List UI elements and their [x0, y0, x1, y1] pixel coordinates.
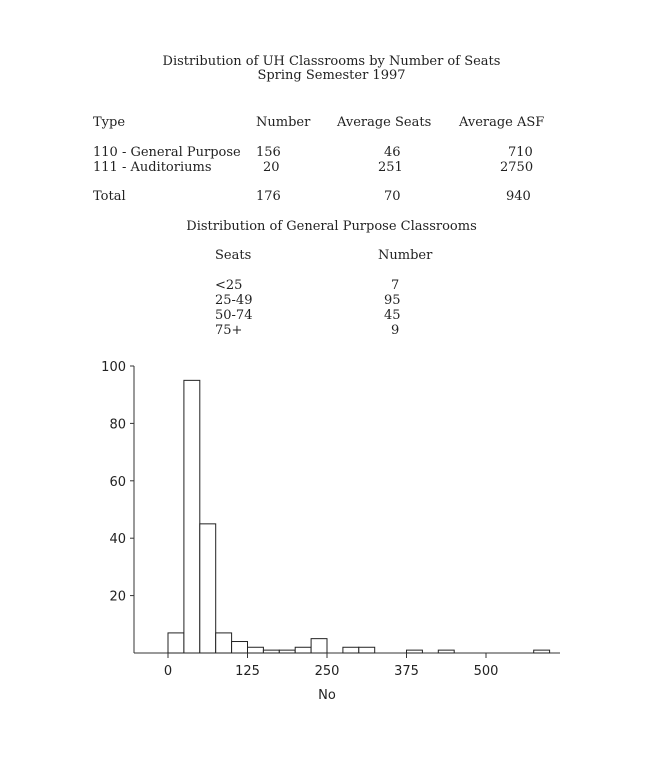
histogram-bar	[295, 647, 311, 653]
histogram-bar	[184, 380, 200, 653]
histogram-bar	[232, 642, 248, 653]
x-tick-label: 125	[235, 664, 260, 679]
y-tick-label: 40	[109, 532, 126, 548]
y-tick-label: 20	[109, 589, 126, 605]
total-average-seats: 70	[384, 189, 401, 204]
header-number: Number	[256, 115, 311, 130]
gp-header-seats: Seats	[215, 248, 252, 263]
x-tick-label: 0	[163, 664, 173, 679]
histogram-bar	[216, 633, 232, 653]
histogram-ticks	[101, 360, 498, 679]
gp-row-number: 45	[384, 308, 401, 323]
row-average-asf: 2750	[500, 160, 534, 175]
total-average-asf: 940	[506, 189, 531, 204]
header-average-seats: Average Seats	[337, 115, 432, 130]
gp-row-number: 7	[391, 278, 400, 293]
gp-header-number: Number	[378, 248, 433, 263]
row-type: 110 - General Purpose	[93, 145, 241, 160]
histogram-bar	[534, 650, 550, 653]
report-subtitle: Spring Semester 1997	[257, 68, 406, 83]
y-tick-label: 60	[109, 474, 126, 490]
row-type: 111 - Auditoriums	[93, 160, 212, 175]
report-title: Distribution of UH Classrooms by Number of Seats	[162, 54, 501, 69]
gp-title: Distribution of General Purpose Classrooms	[186, 219, 477, 234]
x-tick-label: 500	[473, 664, 499, 679]
header-average-asf: Average ASF	[459, 115, 545, 130]
x-tick-label: 375	[394, 664, 419, 679]
histogram-bar	[311, 639, 327, 653]
histogram-bar	[279, 650, 295, 653]
histogram-bars	[168, 380, 550, 653]
y-tick-label: 80	[109, 417, 126, 433]
x-tick-label: 250	[314, 664, 340, 679]
gp-row-seats: 25-49	[215, 293, 253, 308]
row-average-asf: 710	[508, 145, 533, 160]
histogram-bar	[263, 650, 279, 653]
row-number: 20	[263, 160, 280, 175]
gp-row-number: 9	[391, 323, 400, 338]
row-number: 156	[256, 145, 281, 160]
y-tick-label: 100	[101, 360, 126, 375]
gp-row-seats: 75+	[215, 323, 243, 338]
header-type: Type	[93, 115, 126, 130]
histogram-bar	[168, 633, 184, 653]
row-average-seats: 46	[384, 145, 401, 160]
histogram-bar	[407, 650, 423, 653]
histogram-bar	[359, 647, 375, 653]
total-label: Total	[93, 189, 126, 204]
gp-row-seats: 50-74	[215, 308, 253, 323]
x-axis-label: No	[318, 688, 336, 703]
histogram-bar	[438, 650, 454, 653]
histogram-bar	[343, 647, 359, 653]
gp-row-seats: <25	[215, 278, 243, 293]
row-average-seats: 251	[378, 160, 403, 175]
histogram-bar	[248, 647, 264, 653]
gp-row-number: 95	[384, 293, 401, 308]
total-number: 176	[256, 189, 281, 204]
histogram-bar	[200, 524, 216, 653]
